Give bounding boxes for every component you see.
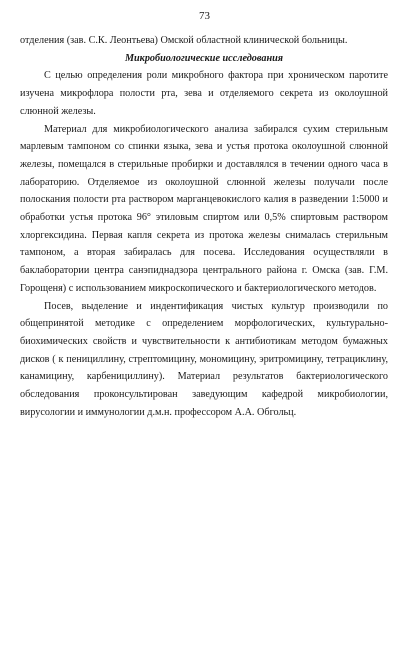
paragraph-2: Материал для микробиологического анализа забирался сухим стерильным марлевым тампоном со спинки языка, зева и устья протока околоушной слюнной железы, помещался в стерильные пробирки и доставлялся в течении одного часа в лабораторию. Отделяемое из околоушной слюнной железы получали после полоскания полости рта раствором марганцевокислого калия в разведении 1:5000 и обработки устья протока 96° этиловым спиртом или 0,5% спиртовым раствором хлоргексидина. Первая капля секрета из протока железы снималась стерильным тампоном, а вторая забиралась для посева. Исследования осуществляли в баклаборатории центра санэпиднадзора центрального района г. Омска (зав. Г.М. Горощеня) с использованием микроскопического и бактериологического методов.: [20, 123, 388, 294]
page-number: 73: [199, 10, 210, 22]
paragraph-3: Посев, выделение и индентификация чистых культур производили по общепринятой методике с определением морфологических, культурально-биохимических свойств и чувствительности к антибиотикам методом бумажных дисков ( к пенициллину, стрептомицину, мономицину, эритромицину, тетрациклину, канамицину, карбенициллину). Материал результатов бактериологического обследования проконсультирован заведующим кафедрой микробиологии, вирусологии и иммунологии д.м.н. профессором А.А. Обгольц.: [20, 300, 388, 418]
body-text: [20, 32, 388, 421]
paragraph-1: С целью определения роли микробного фактора при хроническом паротите изучена микрофлора полости рта, зева и отделяемого секрета из околоушной слюнной железы.: [20, 70, 388, 117]
intro-paragraph-fragment: отделения (зав. С.К. Леонтьева) Омской областной клинической больницы.: [20, 35, 348, 46]
section-heading: Микробиологические исследования: [124, 52, 284, 64]
